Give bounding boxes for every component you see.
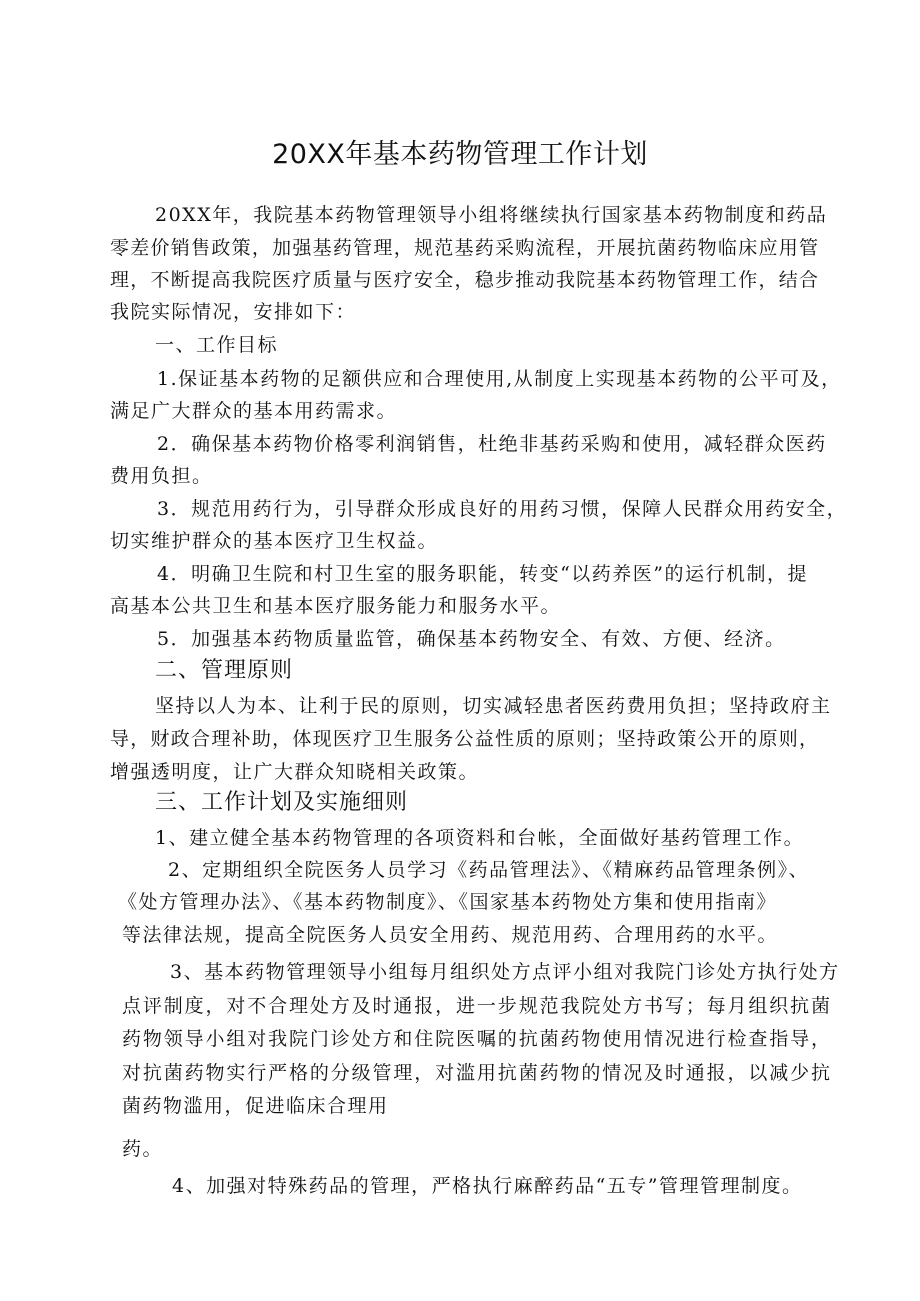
plan-item-1: 1、建立健全基本药物管理的各项资料和台帐，全面做好基药管理工作。 [155,827,805,849]
plan-item-3-line-4: 对抗菌药物实行严格的分级管理，对滥用抗菌药物的情况及时通报，以减少抗 [122,1062,830,1084]
goal-item-2-line-1: 2．确保基本药物价格零利润销售，杜绝非基药采购和使用，减轻群众医药 [157,433,827,455]
document-title: 20XX年基本药物管理工作计划 [272,139,648,170]
plan-item-3-line-5: 菌药物滥用，促进临床合理用 [122,1095,389,1117]
goal-item-4-line-2: 高基本公共卫生和基本医疗服务能力和服务水平。 [110,595,562,617]
plan-item-3-line-2: 点评制度，对不合理处方及时通报，进一步规范我院处方书写；每月组织抗菌 [122,995,830,1017]
intro-line-1: 20XX年，我院基本药物管理领导小组将继续执行国家基本药物制度和药品 [155,204,828,226]
principle-line-2: 导，财政合理补助，体现医疗卫生服务公益性质的原则；坚持政策公开的原则， [110,728,818,750]
section3-heading: 三、工作计划及实施细则 [155,790,409,815]
plan-item-4: 4、加强对特殊药品的管理，严格执行麻醉药品“五专”管理管理制度。 [172,1175,803,1197]
plan-item-3-line-6: 药。 [122,1138,164,1160]
goal-item-4-line-1: 4．明确卫生院和村卫生室的服务职能，转变“以药养医”的运行机制，提 [157,563,809,585]
goal-item-1-line-1: 1.保证基本药物的足额供应和合理使用,从制度上实现基本药物的公平可及， [157,368,842,390]
principle-line-3: 增强透明度，让广大群众知晓相关政策。 [110,761,480,783]
section2-heading: 二、管理原则 [155,658,294,683]
goal-item-5: 5．加强基本药物质量监管，确保基本药物安全、有效、方便、经济。 [157,628,786,650]
plan-item-3-line-3: 药物领导小组对我院门诊处方和住院医嘱的抗菌药物使用情况进行检查指导， [122,1028,830,1050]
goal-item-2-line-2: 费用负担。 [110,465,213,487]
goal-item-1-line-2: 满足广大群众的基本用药需求。 [110,400,398,422]
intro-line-4: 我院实际情况，安排如下： [110,301,357,323]
intro-line-2: 零差价销售政策，加强基药管理，规范基药采购流程，开展抗菌药物临床应用管 [110,237,818,259]
intro-line-3: 理，不断提高我院医疗质量与医疗安全，稳步推动我院基本药物管理工作，结合 [110,269,818,291]
plan-item-2-line-3: 等法律法规，提高全院医务人员安全用药、规范用药、合理用药的水平。 [122,924,779,946]
goal-item-3-line-1: 3．规范用药行为，引导群众形成良好的用药习惯，保障人民群众用药安全， [157,498,848,520]
plan-item-2-line-1: 2、定期组织全院医务人员学习《药品管理法》、《精麻药品管理条例》、 [168,859,810,881]
section1-heading: 一、工作目标 [155,334,279,356]
plan-item-2-line-2: 《处方管理办法》、《基本药物制度》、《国家基本药物处方集和使用指南》 [118,891,778,913]
goal-item-3-line-2: 切实维护群众的基本医疗卫生权益。 [110,530,439,552]
principle-line-1: 坚持以人为本、让利于民的原则，切实减轻患者医药费用负担；坚持政府主 [155,695,832,717]
plan-item-3-line-1: 3、基本药物管理领导小组每月组织处方点评小组对我院门诊处方执行处方 [170,961,840,983]
